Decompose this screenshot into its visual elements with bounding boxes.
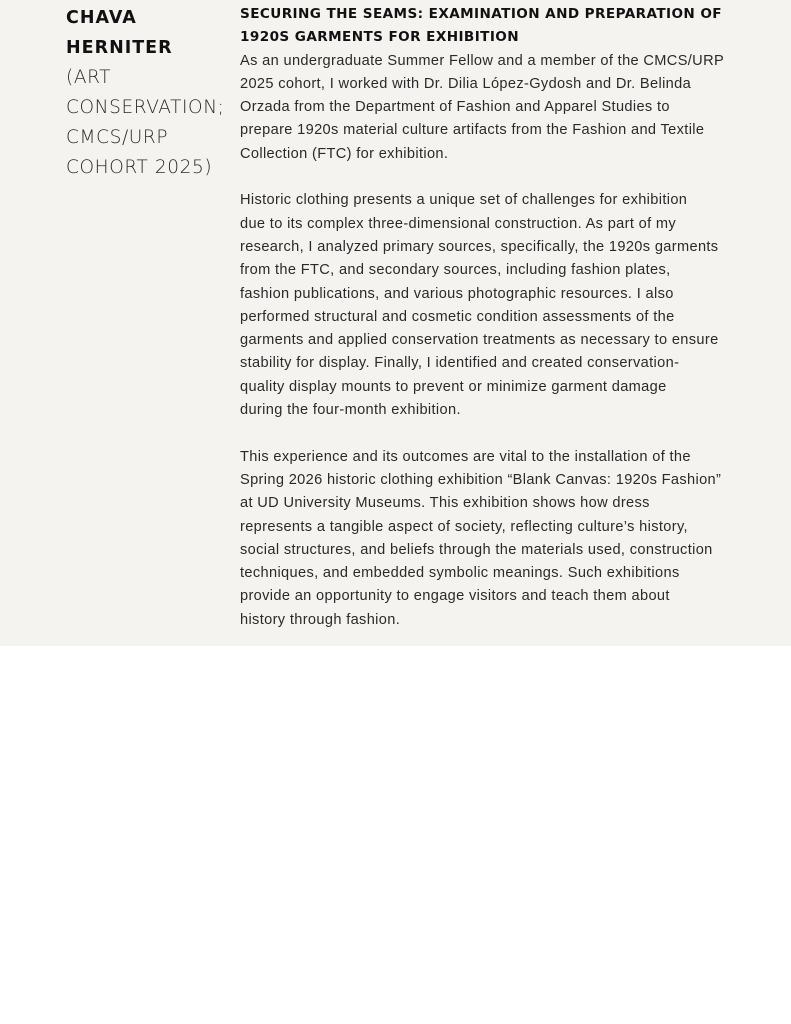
author-column [66, 3, 231, 183]
article-paragraph: Historic clothing presents a unique set of challenges for exhibition due to its complex three-dimensional construction. As part of my research, I analyzed primary sources, specifically, the 1920s garments from the FTC, and secondary sources, including fashion plates, fashion publications, and various photographic resources. I also performed structural and cosmetic condition assessments of the garments and applied conservation treatments as necessary to ensure stability for display. Finally, I identified and created conservation- quality display mounts to prevent or minimize garment damage during the four-month exhibition. [240, 192, 719, 419]
author-affiliation: (ART CONSERVATION; CMCS/URP COHORT 2025) [66, 67, 225, 178]
author-name: CHAVA HERNITER [66, 8, 173, 58]
article-paragraph: This experience and its outcomes are vital to the installation of the Spring 2026 historic clothing exhibition “Blank Canvas: 1920s Fashion” at UD University Museums. This exhibition shows how dress represents a tangible aspect of society, reflecting culture’s history, social structures, and beliefs through the materials used, construction techniques, and embedded symbolic meanings. Such exhibitions provide an opportunity to engage visitors and teach them about history through fashion. [240, 448, 722, 628]
article-paragraph: As an undergraduate Summer Fellow and a member of the CMCS/URP 2025 cohort, I worked with Dr. Dilia López-Gydosh and Dr. Belinda Orzada from the Department of Fashion and Apparel Studies to prepare 1920s material culture artifacts from the Fashion and Textile Collection (FTC) for exhibition. [240, 52, 725, 162]
article-title: SECURING THE SEAMS: EXAMINATION AND PREPARATION OF 1920S GARMENTS FOR EXHIBITION [240, 6, 722, 46]
article-column [240, 3, 740, 655]
